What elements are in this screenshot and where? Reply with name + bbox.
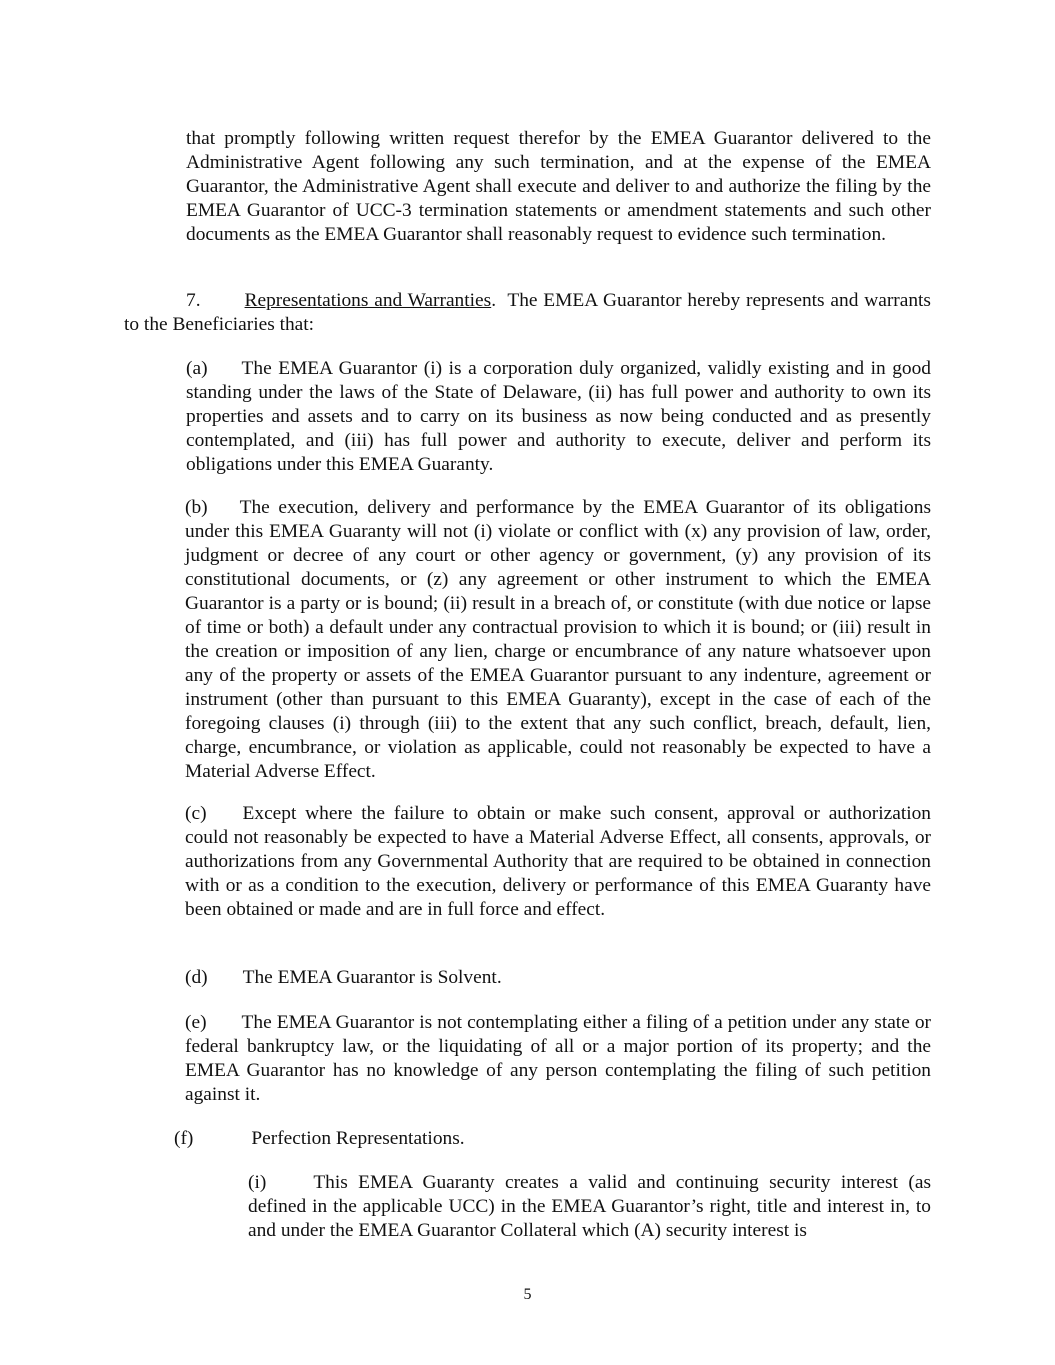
clause-d (185, 966, 931, 990)
clause-f (174, 1127, 931, 1151)
clause-text: The EMEA Guarantor is Solvent. (242, 967, 502, 988)
clause-label: (d) (185, 967, 208, 988)
clause-text: Except where the failure to obtain or make such consent, approval or authorization could not reasonably be expected to have a Material Adverse Effect, all consents, approvals, or authorizations from any Governmental Authority that are required to be obtained in connection with or as a condition to the execution, delivery or performance of this EMEA Guaranty have been obtained or made and are in full force and effect. (185, 803, 931, 920)
clause-text: The execution, delivery and performance by the EMEA Guarantor of its obligations under this EMEA Guaranty will not (i) violate or conflict with (x) any provision of law, order, judgment or decree of any court or other agency or government, (y) any provision of its constitutional documents, or (z) any agreement or other instrument to which the EMEA Guarantor is a party or is bound; (ii) result in a breach of, or constitute (with due notice or lapse of time or both) a default under any contractual provision to which it is bound; or (iii) result in the creation or imposition of any lien, charge or encumbrance of any nature whatsoever upon any of the property or assets of the EMEA Guarantor pursuant to any indenture, agreement or instrument (other than pursuant to this EMEA Guaranty), except in the case of each of the foregoing clauses (i) through (iii) to the extent that any such conflict, breach, default, lien, charge, encumbrance, or violation as applicable, could not reasonably be expected to have a Material Adverse Effect. (185, 497, 931, 782)
subclause-label: (i) (248, 1172, 267, 1193)
clause-text: The EMEA Guarantor is not contemplating either a filing of a petition under any state or federal bankruptcy law, or the liquidating of all or a major portion of its property; and the EMEA Guarantor has no knowledge of any person contemplating the filing of such petition against it. (185, 1012, 931, 1105)
clause-label: (b) (185, 497, 208, 518)
clause-e (185, 1011, 931, 1107)
clause-b (185, 496, 931, 784)
clause-a (186, 357, 931, 477)
section-text: The EMEA Guarantor hereby represents and warrants to the Beneficiaries that: (124, 290, 931, 335)
subclause-text: This EMEA Guaranty creates a valid and continuing security interest (as defined in the applicable UCC) in the EMEA Guarantor’s right, title and interest in, to and under the EMEA Guarantor Collateral which (A) security interest is (248, 1172, 931, 1241)
clause-label: (c) (185, 803, 207, 824)
section-heading: Representations and Warranties (244, 290, 492, 311)
section-7-paragraph (124, 289, 931, 337)
section-heading-punct: . (491, 290, 497, 311)
clause-label: (e) (185, 1012, 207, 1033)
section-number: 7. (186, 290, 201, 311)
clause-text: The EMEA Guarantor (i) is a corporation duly organized, validly existing and in good standing under the laws of the State of Delaware, (ii) has full power and authority to own its properties and assets and to carry on its business as now being conducted and as presently contemplated, and (iii) has full power and authority to execute, deliver and perform its obligations under this EMEA Guaranty. (186, 358, 931, 475)
clause-c (185, 802, 931, 922)
clause-label: (f) (174, 1128, 194, 1149)
page-number: 5 (523, 1286, 532, 1303)
intro-paragraph: that promptly following written request therefor by the EMEA Guarantor delivered to the Administrative Agent following any such termination, and at the expense of the EMEA Guarantor, the Administrative Agent shall execute and deliver to and authorize the filing by the EMEA Guarantor of UCC-3 termination statements or amendment statements and such other documents as the EMEA Guarantor shall reasonably request to evidence such termination. (186, 128, 931, 245)
clause-label: (a) (186, 358, 208, 379)
clause-text: Perfection Representations. (251, 1128, 465, 1149)
subclause-f-i (248, 1171, 931, 1243)
